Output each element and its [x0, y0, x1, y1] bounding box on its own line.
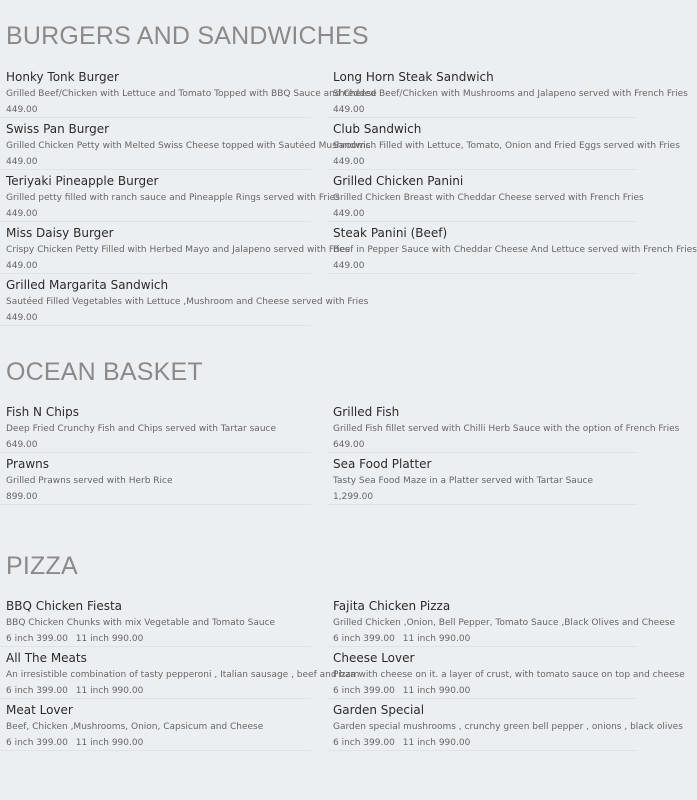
- section-title-burgers: BURGERS AND SANDWICHES: [6, 22, 369, 50]
- item-price: [333, 738, 638, 749]
- item-description: Grilled Chicken ,Onion, Bell Pepper, Tomato Sauce ,Black Olives and Cheese: [333, 618, 675, 628]
- item-description: An irresistible combination of tasty pepperoni , Italian sausage , beef and ham: [6, 670, 360, 680]
- price-11-inch: 11 inch 990.00: [402, 686, 471, 696]
- item-description: Grilled petty filled with ranch sauce and Pineapple Rings served with Fries: [6, 193, 340, 203]
- item-name: Cheese Lover: [333, 651, 415, 665]
- item-name: Long Horn Steak Sandwich: [333, 70, 494, 84]
- item-name: Grilled Margarita Sandwich: [6, 278, 169, 292]
- price-11-inch: 11 inch 990.00: [402, 634, 471, 644]
- item-name: Swiss Pan Burger: [6, 122, 110, 136]
- menu-item[interactable]: [327, 648, 685, 699]
- menu-item[interactable]: [327, 171, 644, 222]
- item-price: 449.00: [333, 209, 365, 219]
- price-11-inch: 11 inch 990.00: [75, 686, 144, 696]
- price-6-inch: 6 inch 399.00: [333, 634, 395, 644]
- menu-item[interactable]: [327, 454, 638, 505]
- menu-item[interactable]: [0, 119, 371, 170]
- item-description: Sautéed Filled Vegetables with Lettuce ,Mushroom and Cheese served with Fries: [6, 297, 369, 307]
- item-price: 1,299.00: [333, 492, 374, 502]
- menu-item[interactable]: [0, 171, 340, 222]
- item-price: [6, 686, 311, 697]
- menu-item[interactable]: [0, 454, 311, 505]
- item-price: 649.00: [333, 440, 365, 450]
- item-name: Club Sandwich: [333, 122, 422, 136]
- item-name: Grilled Chicken Panini: [333, 174, 464, 188]
- item-name: Fish N Chips: [6, 405, 80, 419]
- item-name: Garden Special: [333, 703, 425, 717]
- menu-item[interactable]: [0, 648, 360, 699]
- item-name: Prawns: [6, 457, 49, 471]
- item-name: Sea Food Platter: [333, 457, 432, 471]
- item-price: 449.00: [333, 261, 365, 271]
- item-description: Sandwich Filled with Lettuce, Tomato, Onion and Fried Eggs served with Fries: [333, 141, 680, 151]
- item-description: Garden special mushrooms , crunchy green bell pepper , onions , black olives: [333, 722, 683, 732]
- item-name: Miss Daisy Burger: [6, 226, 114, 240]
- item-price: [6, 634, 311, 645]
- item-description: BBQ Chicken Chunks with mix Vegetable and Tomato Sauce: [6, 618, 276, 628]
- menu-item[interactable]: [0, 700, 311, 751]
- item-price: 449.00: [333, 157, 365, 167]
- menu-item[interactable]: [0, 223, 350, 274]
- price-6-inch: 6 inch 399.00: [6, 738, 68, 748]
- item-description: Grilled Chicken Petty with Melted Swiss Cheese topped with Sautéed Mushrooms: [6, 141, 371, 151]
- menu-item[interactable]: [0, 596, 311, 647]
- item-price: 449.00: [6, 105, 38, 115]
- menu-item[interactable]: [0, 67, 377, 118]
- item-name: Teriyaki Pineapple Burger: [6, 174, 159, 188]
- item-name: Grilled Fish: [333, 405, 400, 419]
- price-6-inch: 6 inch 399.00: [333, 738, 395, 748]
- item-price: 449.00: [6, 209, 38, 219]
- item-description: Grilled Beef/Chicken with Lettuce and Tomato Topped with BBQ Sauce and Cheese: [6, 89, 377, 99]
- item-name: BBQ Chicken Fiesta: [6, 599, 123, 613]
- item-description: Grilled Prawns served with Herb Rice: [6, 476, 173, 486]
- price-11-inch: 11 inch 990.00: [75, 738, 144, 748]
- item-price: [333, 634, 638, 645]
- item-price: 449.00: [6, 261, 38, 271]
- item-price: 649.00: [6, 440, 38, 450]
- price-11-inch: 11 inch 990.00: [402, 738, 471, 748]
- menu-item[interactable]: [327, 402, 680, 453]
- menu-item[interactable]: [0, 402, 311, 453]
- item-name: All The Meats: [6, 651, 87, 665]
- item-description: Deep Fried Crunchy Fish and Chips served with Tartar sauce: [6, 424, 277, 434]
- item-price: 899.00: [6, 492, 38, 502]
- price-11-inch: 11 inch 990.00: [75, 634, 144, 644]
- item-description: Tasty Sea Food Maze in a Platter served with Tartar Sauce: [333, 476, 594, 486]
- section-title-pizza: PIZZA: [6, 552, 78, 580]
- menu-item[interactable]: [327, 119, 680, 170]
- menu-item[interactable]: [327, 223, 697, 274]
- item-description: Shredded Beef/Chicken with Mushrooms and Jalapeno served with French Fries: [333, 89, 688, 99]
- item-price: 449.00: [6, 313, 38, 323]
- item-description: Beef, Chicken ,Mushrooms, Onion, Capsicum and Cheese: [6, 722, 264, 732]
- price-6-inch: 6 inch 399.00: [6, 686, 68, 696]
- item-description: Beef in Pepper Sauce with Cheddar Cheese And Lettuce served with French Fries: [333, 245, 697, 255]
- menu-item[interactable]: [327, 67, 688, 118]
- price-6-inch: 6 inch 399.00: [333, 686, 395, 696]
- item-description: Grilled Fish fillet served with Chilli Herb Sauce with the option of French Fries: [333, 424, 680, 434]
- price-6-inch: 6 inch 399.00: [6, 634, 68, 644]
- item-name: Steak Panini (Beef): [333, 226, 448, 240]
- item-price: [333, 686, 638, 697]
- item-description: Grilled Chicken Breast with Cheddar Cheese served with French Fries: [333, 193, 644, 203]
- item-name: Fajita Chicken Pizza: [333, 599, 451, 613]
- menu-item[interactable]: [327, 700, 683, 751]
- item-name: Honky Tonk Burger: [6, 70, 119, 84]
- item-price: 449.00: [6, 157, 38, 167]
- menu-item[interactable]: [327, 596, 675, 647]
- item-description: Pizza with cheese on it. a layer of crust, with tomato sauce on top and cheese: [333, 670, 685, 680]
- item-price: [6, 738, 311, 749]
- menu-item[interactable]: [0, 275, 369, 326]
- section-title-ocean-basket: OCEAN BASKET: [6, 358, 203, 386]
- item-description: Crispy Chicken Petty Filled with Herbed Mayo and Jalapeno served with Fries: [6, 245, 350, 255]
- item-name: Meat Lover: [6, 703, 73, 717]
- item-price: 449.00: [333, 105, 365, 115]
